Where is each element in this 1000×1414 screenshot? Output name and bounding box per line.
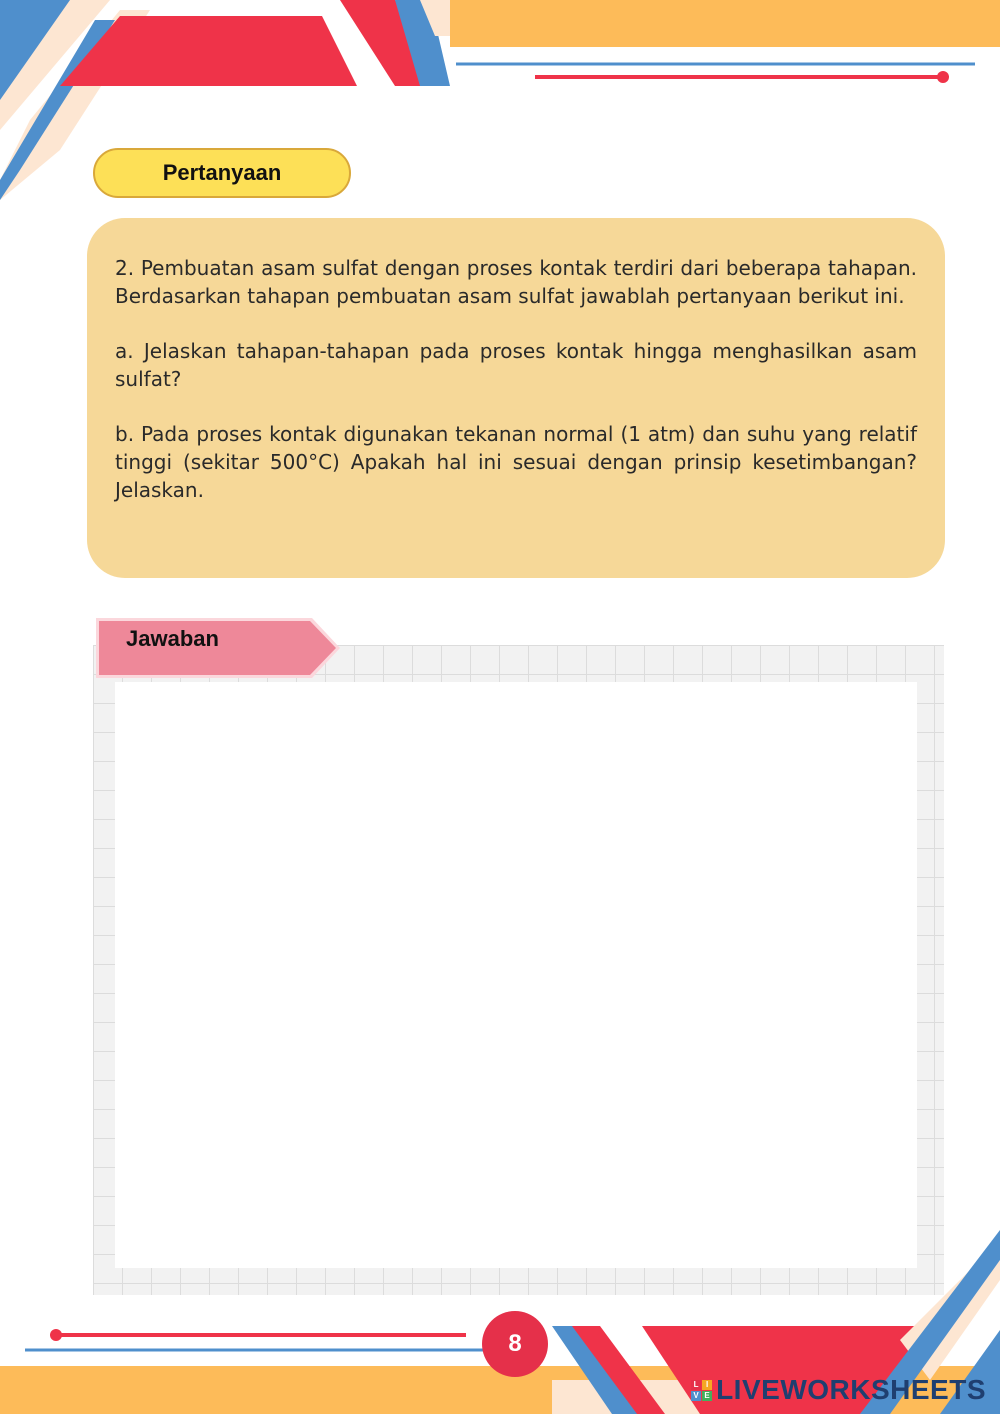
question-section-label-text: Pertanyaan: [162, 160, 282, 185]
liveworksheets-logo-icon: L I V E: [691, 1380, 712, 1401]
answer-section-label: Jawaban: [126, 626, 219, 651]
deco-red-dot-bottom: [50, 1329, 62, 1341]
question-part-a: a. Jelaskan tahapan-tahapan pada proses kontak hingga menghasilkan asam sulfat?: [115, 339, 917, 391]
question-intro: 2. Pembuatan asam sulfat dengan proses kontak terdiri dari beberapa tahapan. Berdasarkan tahapan pembuatan asam sulfat jawablah pertanyaan berikut ini.: [115, 256, 917, 308]
answer-input[interactable]: [115, 682, 917, 1268]
question-box: [87, 218, 945, 578]
deco-red-dot-top: [937, 71, 949, 83]
page-number: [482, 1311, 548, 1377]
liveworksheets-brand-text: LIVEWORKSHEETS: [716, 1374, 986, 1405]
liveworksheets-brand: [691, 1374, 986, 1406]
answer-section-tab: [96, 618, 340, 678]
deco-orange-bar-top: [450, 0, 1000, 47]
page-number-text: 8: [508, 1330, 522, 1357]
question-part-b: b. Pada proses kontak digunakan tekanan normal (1 atm) dan suhu yang relatif tinggi (sekitar 500°C) Apakah hal ini sesuai dengan prinsip kesetimbangan? Jelaskan.: [115, 422, 917, 502]
question-section-label: [93, 148, 351, 198]
